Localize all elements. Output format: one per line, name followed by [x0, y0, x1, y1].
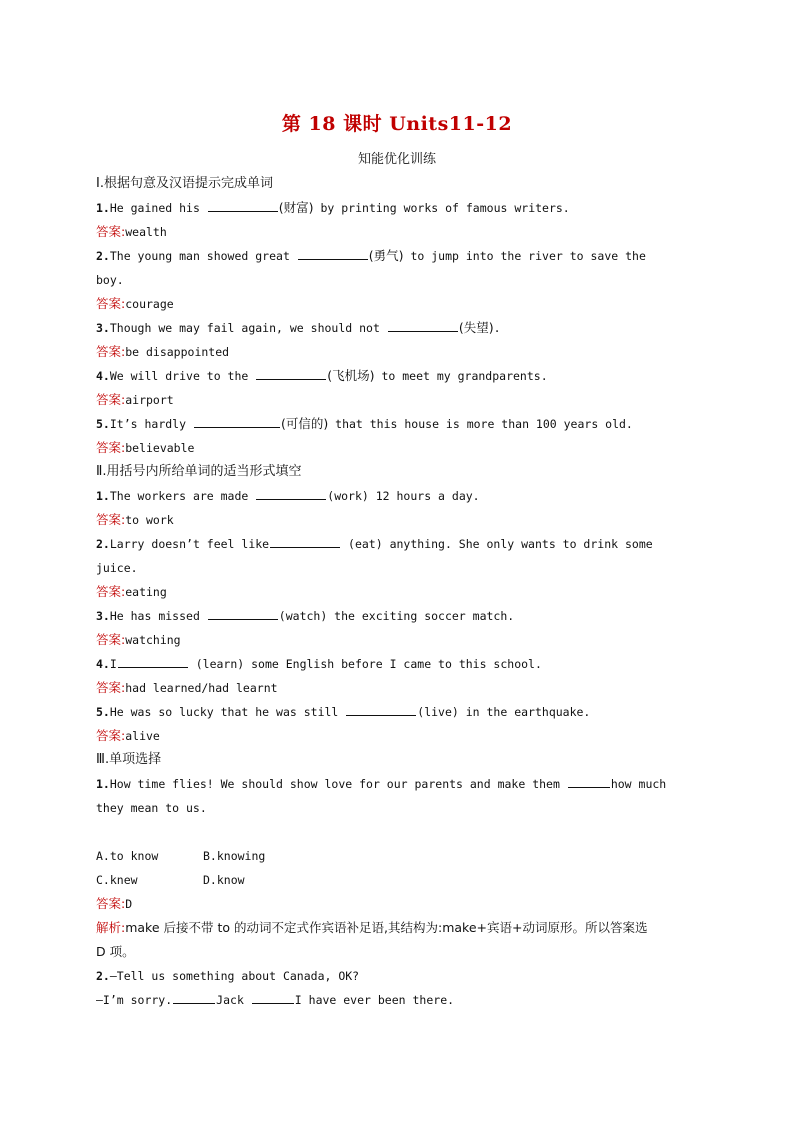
s2-q2: 2.Larry doesn’t feel like (eat) anything. She only wants to drink some — [96, 532, 706, 556]
s1-q3-answer: 答案:be disappointed — [96, 344, 230, 359]
answer-blank — [208, 197, 278, 212]
s3-q1-answer: 答案:D — [96, 896, 133, 911]
answer-blank — [194, 413, 280, 428]
s3-q2-line2: —I’m sorry. Jack I have ever been there. — [96, 988, 706, 1012]
s2-q5: 5.He was so lucky that he was still (live) in the earthquake. — [96, 700, 706, 724]
answer-blank — [173, 989, 215, 1004]
s3-q1-options-row2 — [96, 868, 706, 892]
s1-q3: 3.Though we may fail again, we should not (失望). — [96, 316, 706, 340]
answer-blank — [270, 533, 340, 548]
s2-q2-answer: 答案:eating — [96, 584, 167, 599]
s3-q1-explanation: 解析:make 后接不带 to 的动词不定式作宾语补足语,其结构为:make+宾语+动词原形。所以答案选 — [96, 920, 648, 935]
s2-q3-answer: 答案:watching — [96, 632, 181, 647]
s2-q1: 1.The workers are made (work) 12 hours a day. — [96, 484, 706, 508]
answer-blank — [118, 653, 188, 668]
answer-blank — [388, 317, 458, 332]
s2-q4: 4.I (learn) some English before I came to this school. — [96, 652, 706, 676]
s1-q5-answer: 答案:believable — [96, 440, 195, 455]
s2-q2-cont: juice. — [96, 561, 138, 575]
q-number: 1. — [96, 201, 110, 215]
s2-q4-answer: 答案:had learned/had learnt — [96, 680, 278, 695]
option-a: A.to know — [96, 849, 159, 863]
s2-q1-answer: 答案:to work — [96, 512, 174, 527]
s3-q2: 2.—Tell us something about Canada, OK? — [96, 969, 360, 983]
section-3-heading: Ⅲ.单项选择 — [96, 752, 162, 767]
answer-blank — [208, 605, 278, 620]
answer-blank — [568, 773, 610, 788]
s3-q1-options-row1 — [96, 844, 706, 868]
s2-q5-answer: 答案:alive — [96, 728, 160, 743]
exercise-content — [96, 172, 706, 1012]
s3-q1-cont: they mean to us. — [96, 801, 207, 815]
option-b: B.knowing — [203, 849, 266, 863]
answer-blank — [256, 485, 326, 500]
option-d: D.know — [203, 873, 245, 887]
section-2-heading: Ⅱ.用括号内所给单词的适当形式填空 — [96, 464, 302, 479]
s1-q1: 1.He gained his (财富) by printing works of famous writers. — [96, 196, 706, 220]
s1-q5: 5.It’s hardly (可信的) that this house is more than 100 years old. — [96, 412, 706, 436]
answer-blank — [256, 365, 326, 380]
s1-q4: 4.We will drive to the (飞机场) to meet my grandparents. — [96, 364, 706, 388]
s3-q1-explanation-cont: D 项。 — [96, 944, 135, 959]
page-subtitle: 知能优化训练 — [357, 152, 436, 167]
s1-q4-answer: 答案:airport — [96, 392, 174, 407]
option-c: C.knew — [96, 873, 138, 887]
s1-q1-answer: 答案:wealth — [96, 224, 167, 239]
answer-blank — [252, 989, 294, 1004]
s3-q1: 1.How time flies! We should show love for our parents and make them how much — [96, 772, 706, 796]
page-title: 第 18 课时 Units11-12 — [281, 113, 513, 135]
s2-q3: 3.He has missed (watch) the exciting soccer match. — [96, 604, 706, 628]
answer-blank — [346, 701, 416, 716]
answer-blank — [298, 245, 368, 260]
section-1-heading: Ⅰ.根据句意及汉语提示完成单词 — [96, 176, 273, 191]
s1-q2: 2.The young man showed great (勇气) to jump into the river to save the — [96, 244, 706, 268]
s1-q2-cont: boy. — [96, 273, 124, 287]
s1-q2-answer: 答案:courage — [96, 296, 174, 311]
